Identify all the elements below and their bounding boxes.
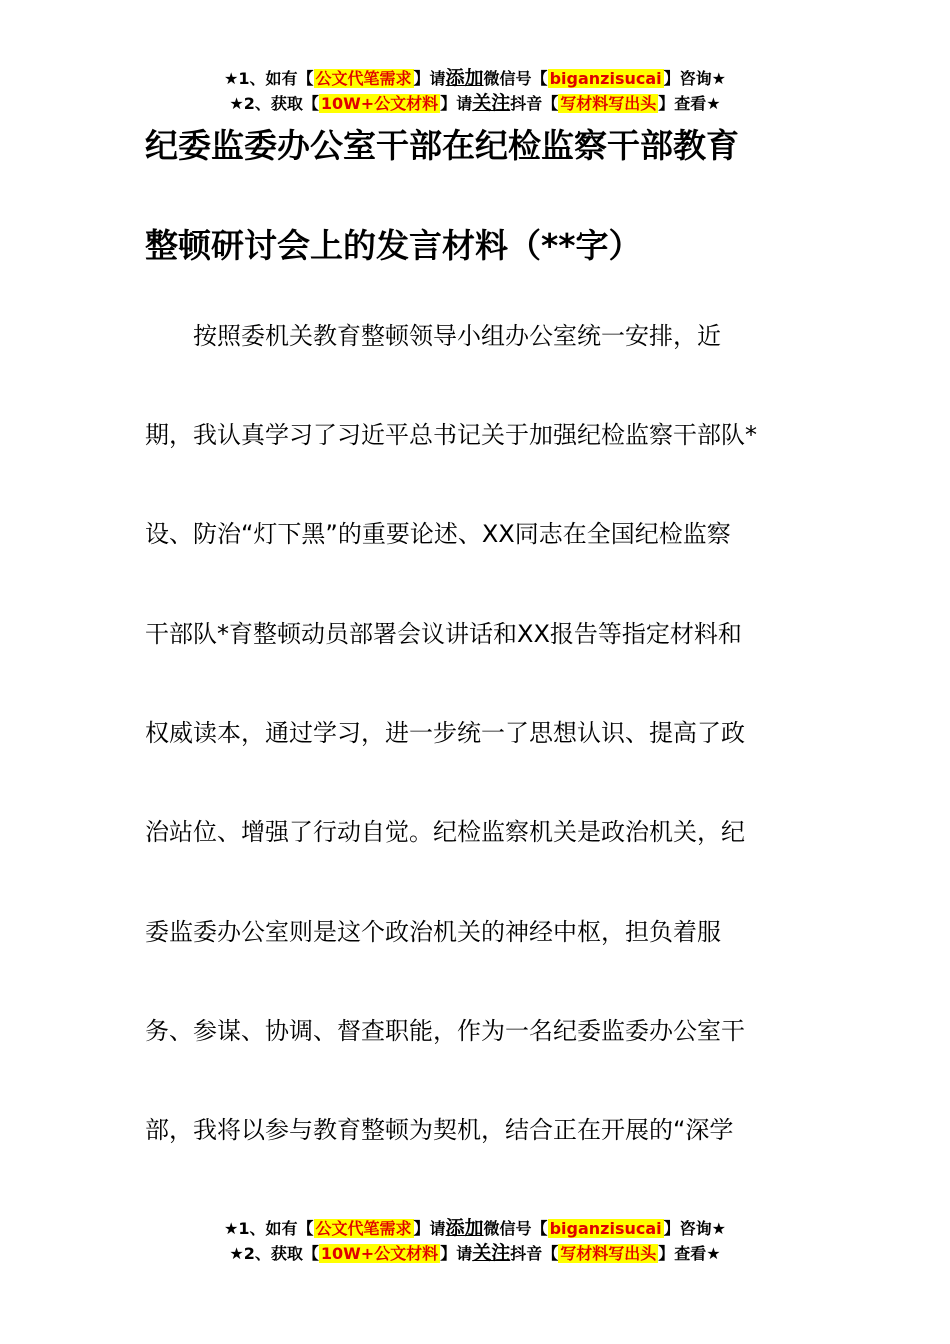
banner-text: 抖音【 xyxy=(510,94,559,113)
banner-douyin-id: 写材料写出头 xyxy=(560,94,657,113)
banner-text: ★2、获取【 xyxy=(229,94,319,113)
banner-line-1 xyxy=(0,1216,950,1241)
banner-text: 微信号【 xyxy=(483,69,548,88)
banner-emphasis: 添加 xyxy=(445,67,484,89)
banner-wechat-id: biganzisucai xyxy=(549,1219,662,1238)
body-line: 务、参谋、协调、督查职能，作为一名纪委监委办公室干 xyxy=(145,1017,745,1045)
banner-highlight: 公文代笔需求 xyxy=(315,69,412,88)
banner-text: ★1、如有【 xyxy=(224,69,314,88)
banner-text: 】查看★ xyxy=(658,1244,721,1263)
banner-line-1 xyxy=(0,66,950,91)
banner-text: 】请 xyxy=(413,1219,446,1238)
header-banner xyxy=(0,66,950,116)
body-line: 委监委办公室则是这个政治机关的神经中枢，担负着服 xyxy=(145,918,721,946)
banner-text: 】查看★ xyxy=(658,94,721,113)
banner-line-2 xyxy=(0,1241,950,1266)
banner-highlight: 10W+公文材料 xyxy=(320,94,439,113)
body-line: 治站位、增强了行动自觉。纪检监察机关是政治机关，纪 xyxy=(145,818,745,846)
banner-text: 】咨询★ xyxy=(663,1219,726,1238)
document-title-line-1: 纪委监委办公室干部在纪检监察干部教育 xyxy=(145,126,739,165)
banner-emphasis: 添加 xyxy=(445,1217,484,1239)
banner-emphasis: 关注 xyxy=(472,92,511,114)
body-line: 期，我认真学习了习近平总书记关于加强纪检监察干部队* xyxy=(145,421,757,449)
banner-text: 微信号【 xyxy=(483,1219,548,1238)
banner-douyin-id: 写材料写出头 xyxy=(560,1244,657,1263)
banner-text: 】请 xyxy=(440,94,473,113)
banner-text: ★1、如有【 xyxy=(224,1219,314,1238)
body-line: 按照委机关教育整顿领导小组办公室统一安排，近 xyxy=(145,322,721,350)
banner-text: ★2、获取【 xyxy=(229,1244,319,1263)
banner-wechat-id: biganzisucai xyxy=(549,69,662,88)
banner-emphasis: 关注 xyxy=(472,1242,511,1264)
document-title-line-2: 整顿研讨会上的发言材料（**字） xyxy=(145,226,642,265)
footer-banner xyxy=(0,1216,950,1266)
banner-text: 】请 xyxy=(413,69,446,88)
banner-highlight: 公文代笔需求 xyxy=(315,1219,412,1238)
banner-text: 抖音【 xyxy=(510,1244,559,1263)
body-line: 干部队*育整顿动员部署会议讲话和XX报告等指定材料和 xyxy=(145,620,742,648)
banner-text: 】咨询★ xyxy=(663,69,726,88)
banner-text: 】请 xyxy=(440,1244,473,1263)
body-line: 部，我将以参与教育整顿为契机，结合正在开展的“深学 xyxy=(145,1116,734,1144)
body-line: 权威读本，通过学习，进一步统一了思想认识、提高了政 xyxy=(145,719,745,747)
banner-line-2 xyxy=(0,91,950,116)
body-line: 设、防治“灯下黑”的重要论述、XX同志在全国纪检监察 xyxy=(145,520,731,548)
banner-highlight: 10W+公文材料 xyxy=(320,1244,439,1263)
